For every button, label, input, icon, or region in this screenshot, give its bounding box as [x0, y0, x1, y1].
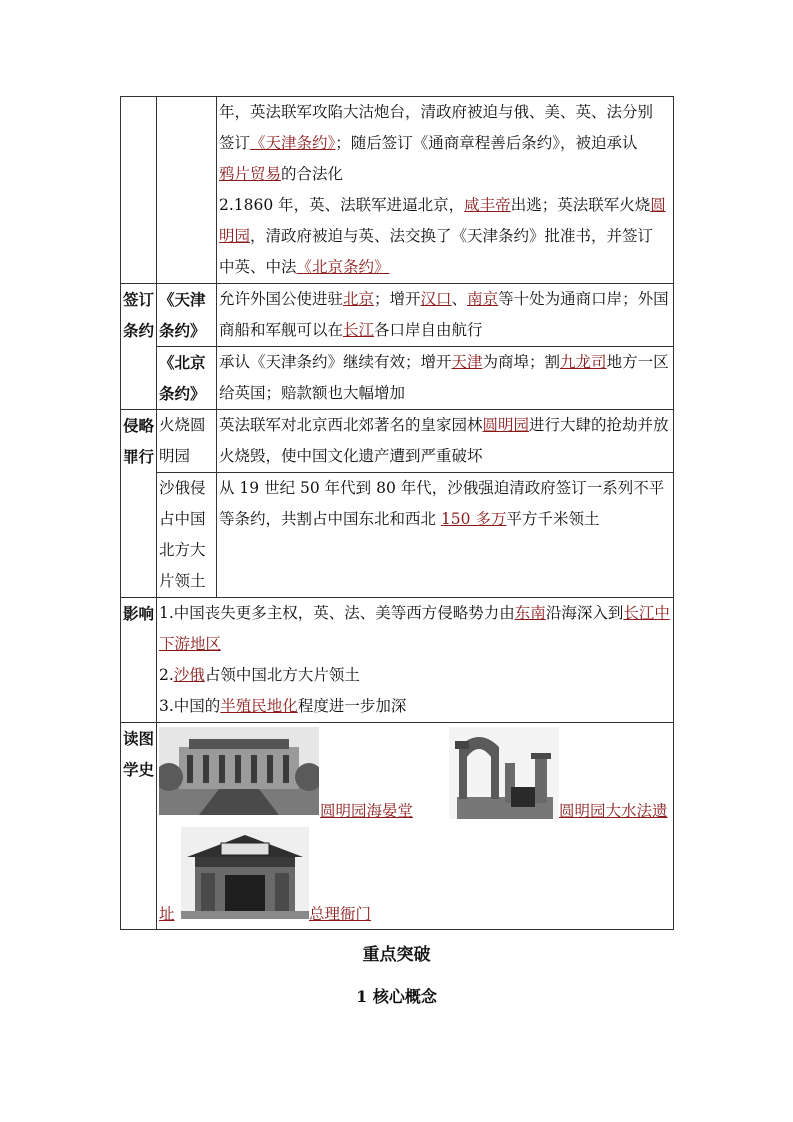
keyword: 咸丰帝	[464, 196, 511, 214]
text-line: 鸦片贸易的合法化	[219, 165, 344, 183]
haiyantang-image	[159, 727, 319, 815]
keyword: 汉口	[420, 290, 452, 308]
keyword: 《天津条约》	[250, 134, 336, 152]
keyword: 圆	[650, 196, 666, 214]
image-caption: 圆明园海晏堂	[320, 802, 414, 820]
crime-content: 从 19 世纪 50 年代到 80 年代，沙俄强迫清政府签订一系列不平等条约，共割占中国东北和西北 150 多万平方千米领土	[217, 473, 674, 598]
keyword: 东南	[514, 604, 546, 622]
keyword: 《北京条约》	[296, 258, 390, 276]
text-line: 中英、中法《北京条约》	[219, 258, 390, 276]
keyword: 长江	[343, 321, 375, 339]
crime-title: 火烧圆明园	[157, 410, 217, 473]
keyword: 南京	[467, 290, 499, 308]
treaty-title: 《天津条约》	[157, 284, 217, 347]
impact-point: 1.中国丧失更多主权，英、法、美等西方侵略势力由东南沿海深入到长江中下游地区	[159, 604, 670, 653]
keyword: 天津	[451, 353, 483, 371]
pictures-area	[157, 723, 673, 929]
pictures-cell	[157, 723, 674, 930]
image-caption: 圆明园大水法遗	[559, 802, 668, 820]
keyword: 沙俄	[173, 666, 205, 684]
background-cell	[217, 97, 674, 284]
table-row	[121, 347, 674, 410]
impact-point: 3.中国的半殖民地化程度进一步加深	[159, 697, 407, 715]
text-line: 2.1860 年，英、法联军进逼北京，咸丰帝出逃；英法联军火烧圆	[219, 196, 666, 214]
treaty-title: 《北京条约》	[157, 347, 217, 410]
row-label: 读图学史	[121, 723, 157, 930]
history-summary-table	[120, 96, 674, 930]
empty-cell	[157, 97, 217, 284]
text-line: 年，英法联军攻陷大沽炮台，清政府被迫与俄、美、英、法分别	[219, 103, 654, 121]
row-label: 签订条约	[121, 284, 157, 410]
text-line: 签订《天津条约》；随后签订《通商章程善后条约》，被迫承认	[219, 134, 638, 152]
keyword: 长江中下游地区	[159, 604, 670, 653]
table-row	[121, 97, 674, 284]
keyword: 鸦片贸易	[219, 165, 282, 183]
keyword: 150 多万	[440, 510, 507, 528]
keyword: 半殖民地化	[220, 697, 298, 715]
empty-cell	[121, 97, 157, 284]
image-caption: 总理衙门	[309, 905, 372, 923]
crime-title: 沙俄侵占中国北方大片领土	[157, 473, 217, 598]
keyword: 圆明园	[482, 416, 530, 434]
dashuifa-image	[449, 727, 559, 819]
table-row	[121, 598, 674, 723]
section-title: 重点突破	[362, 945, 431, 965]
image-caption: 址	[159, 905, 175, 923]
impact-point: 2.沙俄占领中国北方大片领土	[159, 666, 360, 684]
crime-content: 英法联军对北京西北郊著名的皇家园林圆明园进行大肆的抢劫并放火烧毁，使中国文化遗产遭到严重破坏	[217, 410, 674, 473]
row-label: 影响	[121, 598, 157, 723]
treaty-content: 允许外国公使进驻北京；增开汉口、南京等十处为通商口岸；外国商船和军舰可以在长江各口岸自由航行	[217, 284, 674, 347]
treaty-content: 承认《天津条约》继续有效；增开天津为商埠；割九龙司地方一区给英国；赔款额也大幅增加	[217, 347, 674, 410]
keyword: 九龙司	[560, 353, 607, 371]
table-row	[121, 473, 674, 598]
keyword: 明园	[219, 227, 251, 245]
impact-content	[157, 598, 674, 723]
keyword: 北京	[343, 290, 375, 308]
table-row	[121, 723, 674, 930]
row-label: 侵略罪行	[121, 410, 157, 598]
table-row	[121, 284, 674, 347]
sub-title: 1 核心概念	[356, 987, 437, 1006]
text-line: 明园，清政府被迫与英、法交换了《天津条约》批准书，并签订	[219, 227, 654, 245]
table-row	[121, 410, 674, 473]
zongli-yamen-image	[181, 827, 309, 919]
